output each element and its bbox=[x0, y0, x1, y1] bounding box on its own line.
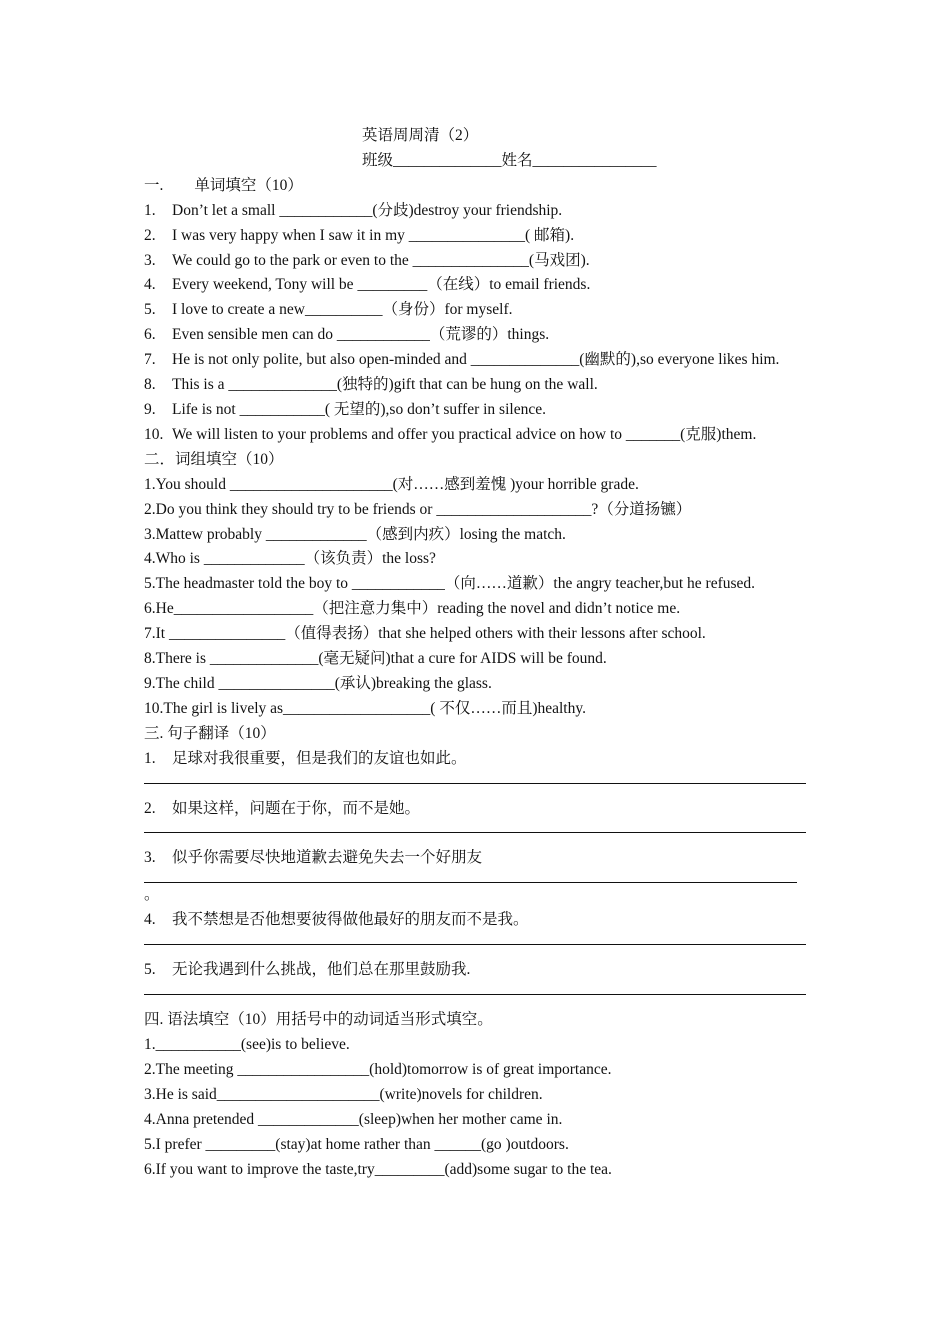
vocab-item bbox=[144, 273, 806, 298]
phrase-item: 3.Mattew probably _____________（感到内疚）losing the match. bbox=[144, 525, 566, 543]
item-text: 似乎你需要尽快地道歉去避免失去一个好朋友 bbox=[172, 849, 483, 867]
item-text: I was very happy when I saw it in my _______________( 邮箱). bbox=[172, 226, 575, 244]
item-number: 4. bbox=[144, 911, 156, 929]
translate-item bbox=[144, 797, 806, 822]
item-number: 7. bbox=[144, 351, 156, 369]
item-text: Life is not ___________( 无望的),so don’t suffer in silence. bbox=[172, 400, 546, 418]
item-number: 3. bbox=[144, 849, 156, 867]
item-number: 5. bbox=[144, 961, 156, 979]
phrase-item: 1.You should _____________________(对……感到羞愧 )your horrible grade. bbox=[144, 475, 639, 493]
item-text: 我不禁想是否他想要彼得做他最好的朋友而不是我。 bbox=[172, 911, 529, 929]
grammar-item: 1.___________(see)is to believe. bbox=[144, 1035, 350, 1053]
item-number: 10. bbox=[144, 425, 164, 443]
answer-line[interactable] bbox=[144, 832, 806, 833]
vocab-item bbox=[144, 348, 806, 373]
class-name-line: 班级______________姓名________________ bbox=[362, 151, 657, 169]
phrase-item: 5.The headmaster told the boy to ____________（向……道歉）the angry teacher,but he refused. bbox=[144, 575, 756, 593]
item-text: Don’t let a small ____________(分歧)destroy your friendship. bbox=[172, 201, 563, 219]
item-number: 1. bbox=[144, 201, 156, 219]
grammar-list bbox=[144, 1033, 806, 1182]
translate-item bbox=[144, 908, 806, 933]
answer-line[interactable] bbox=[144, 783, 806, 784]
item-number: 8. bbox=[144, 376, 156, 394]
phrase-item: 4.Who is _____________（该负责）the loss? bbox=[144, 550, 436, 568]
item-number: 2. bbox=[144, 226, 156, 244]
item-number: 3. bbox=[144, 251, 156, 269]
item-number: 9. bbox=[144, 400, 156, 418]
vocab-item bbox=[144, 224, 806, 249]
item-number: 4. bbox=[144, 276, 156, 294]
item-text: He is not only polite, but also open-minded and ______________(幽默的),so everyone likes him. bbox=[172, 351, 780, 369]
item-text: Every weekend, Tony will be _________（在线）to email friends. bbox=[172, 276, 591, 294]
section-phrase-heading: 二．词组填空（10） bbox=[144, 450, 284, 468]
item-text: 如果这样，问题在于你，而不是她。 bbox=[172, 799, 421, 817]
vocab-item bbox=[144, 249, 806, 274]
vocab-item bbox=[144, 199, 806, 224]
item-text: Even sensible men can do ____________（荒谬的）things. bbox=[172, 326, 550, 344]
vocab-item bbox=[144, 373, 806, 398]
item-number: 5. bbox=[144, 301, 156, 319]
phrase-item: 8.There is ______________(毫无疑问)that a cure for AIDS will be found. bbox=[144, 650, 607, 668]
item-text: We will listen to your problems and offer you practical advice on how to _______(克服)them. bbox=[172, 425, 757, 443]
translate-list bbox=[144, 747, 806, 995]
phrase-item: 7.It _______________（值得表扬）that she helped others with their lessons after school. bbox=[144, 625, 706, 643]
vocab-list bbox=[144, 199, 806, 448]
grammar-item: 3.He is said_____________________(write)novels for children. bbox=[144, 1085, 543, 1103]
section-grammar-heading: 四. 语法填空（10）用括号中的动词适当形式填空。 bbox=[144, 1011, 493, 1029]
phrase-item: 6.He__________________（把注意力集中）reading the novel and didn’t notice me. bbox=[144, 600, 681, 618]
vocab-item bbox=[144, 398, 806, 423]
phrase-list bbox=[144, 473, 806, 722]
item-text: I love to create a new__________（身份）for myself. bbox=[172, 301, 513, 319]
answer-line[interactable] bbox=[144, 994, 806, 995]
answer-line[interactable] bbox=[144, 944, 806, 945]
vocab-item bbox=[144, 423, 806, 448]
item-number: 6. bbox=[144, 326, 156, 344]
grammar-item: 6.If you want to improve the taste,try_________(add)some sugar to the tea. bbox=[144, 1160, 612, 1178]
translate-item bbox=[144, 747, 806, 772]
item-text: We could go to the park or even to the _______________(马戏团). bbox=[172, 251, 590, 269]
section-vocab-heading: 一. 单词填空（10） bbox=[144, 176, 303, 194]
translate-item bbox=[144, 846, 806, 871]
grammar-item: 5.I prefer _________(stay)at home rather than ______(go )outdoors. bbox=[144, 1135, 569, 1153]
translate-item bbox=[144, 958, 806, 983]
phrase-item: 2.Do you think they should try to be friends or ____________________?（分道扬镳） bbox=[144, 500, 692, 518]
section-translate-heading: 三. 句子翻译（10） bbox=[144, 724, 276, 742]
item-number: 2. bbox=[144, 799, 156, 817]
worksheet-content bbox=[144, 124, 806, 1182]
grammar-item: 2.The meeting _________________(hold)tomorrow is of great importance. bbox=[144, 1060, 612, 1078]
item-text: 无论我遇到什么挑战，他们总在那里鼓励我. bbox=[172, 961, 471, 979]
item-number: 1. bbox=[144, 749, 156, 767]
phrase-item: 10.The girl is lively as___________________( 不仅……而且)healthy. bbox=[144, 699, 586, 717]
phrase-item: 9.The child _______________(承认)breaking the glass. bbox=[144, 674, 492, 692]
item-text: This is a ______________(独特的)gift that can be hung on the wall. bbox=[172, 376, 598, 394]
item-text: 足球对我很重要，但是我们的友谊也如此。 bbox=[172, 749, 467, 767]
grammar-item: 4.Anna pretended _____________(sleep)when her mother came in. bbox=[144, 1110, 563, 1128]
page-title: 英语周周清（2） bbox=[362, 127, 479, 144]
vocab-item bbox=[144, 323, 806, 348]
trailing-period: 。 bbox=[144, 886, 160, 904]
vocab-item bbox=[144, 298, 806, 323]
